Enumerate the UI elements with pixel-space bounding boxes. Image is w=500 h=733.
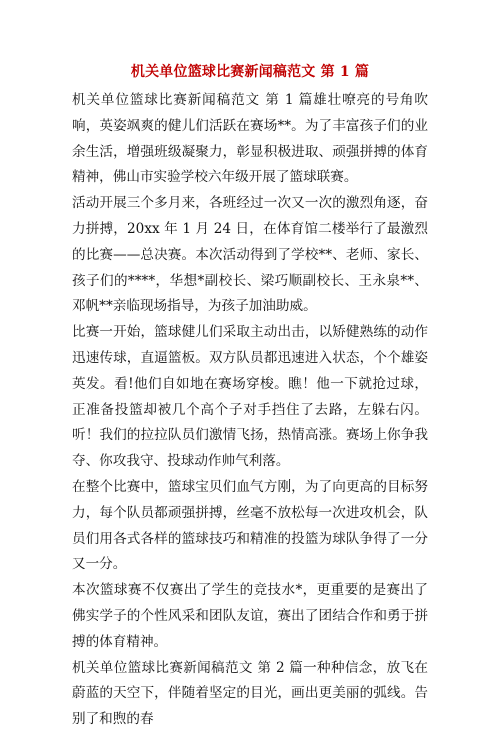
paragraph-2: 活动开展三个多月来，各班经过一次又一次的激烈角逐，奋力拼搏，20xx 年 1 月 24 日，在体育馆二楼举行了最激烈的比赛——总决赛。本次活动得到了学校**、老师、家长、孩子们的****，华想*副校长、梁巧顺副校长、王永泉**、邓帆**亲临现场指导，为孩子加油助威。 [72, 195, 428, 315]
paragraph-4: 在整个比赛中，篮球宝贝们血气方刚，为了向更高的目标努力，每个队员都顽强拼搏，丝毫不放松每一次进攻机会，队员们用各式各样的篮球技巧和精准的投篮为球队争得了一分又一分。 [72, 478, 428, 573]
paragraph-6: 机关单位篮球比赛新闻稿范文 第 2 篇一种种信念，放飞在蔚蓝的天空下，伴随着坚定的目光，画出更美丽的弧线。告别了和煦的春 [72, 659, 428, 728]
document-title: 机关单位篮球比赛新闻稿范文 第 1 篇 [130, 64, 370, 80]
paragraph-1: 机关单位篮球比赛新闻稿范文 第 1 篇雄壮嘹亮的号角吹响，英姿飒爽的健儿们活跃在赛场**。为了丰富孩子们的业余生活，增强班级凝聚力，彰显积极进取、顽强拼搏的体育精神，佛山市实验学校六年级开展了篮球联赛。 [72, 92, 428, 186]
paragraph-3: 比赛一开始，篮球健儿们采取主动出击，以矫健熟练的动作迅速传球，直逼篮板。双方队员都迅速进入状态，个个雄姿英发。看!他们自如地在赛场穿梭。瞧！他一下就抢过球，正准备投篮却被几个高个子对手挡住了去路，左躲右闪。听！我们的拉拉队员们激情飞扬，热情高涨。赛场上你争我夺、你攻我守、投球动作帅气利落。 [72, 324, 428, 470]
paragraph-5: 本次篮球赛不仅赛出了学生的竞技水*，更重要的是赛出了佛实学子的个性风采和团队友谊，赛出了团结合作和勇于拼搏的体育精神。 [72, 582, 428, 650]
